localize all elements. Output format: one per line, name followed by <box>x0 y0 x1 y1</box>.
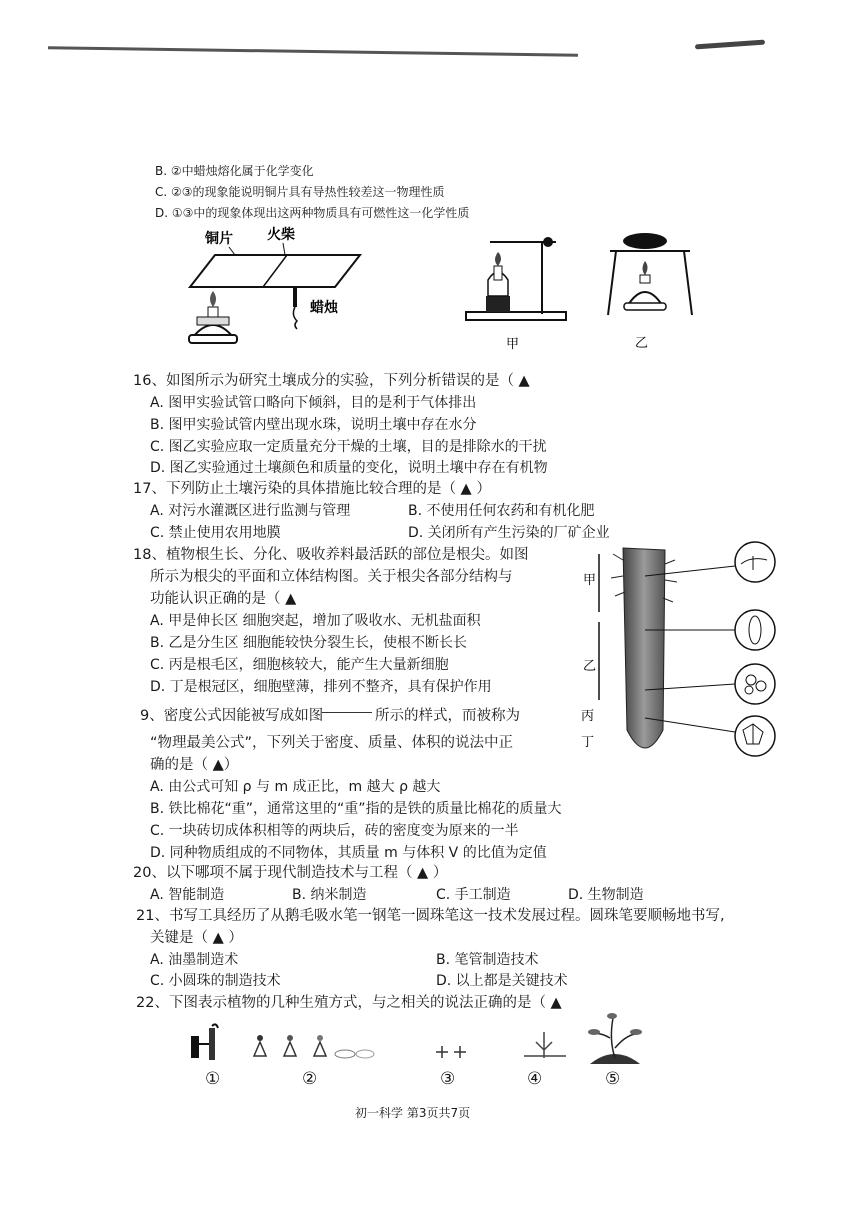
reproduction-label-3: ③ <box>440 1069 456 1089</box>
root-tip-figure <box>575 540 790 770</box>
q18-stem-line2: 所示为根尖的平面和立体结构图。关于根尖各部分结构与 <box>150 569 513 585</box>
reproduction-figure-3 <box>430 1040 470 1064</box>
q19-stem-line2: “物理最美公式”，下列关于密度、质量、体积的说法中正 <box>150 735 514 751</box>
q16-option-c: C. 图乙实验应取一定质量充分干燥的土壤，目的是排除水的干扰 <box>150 439 547 455</box>
fig16-label-jia: 甲 <box>506 337 520 352</box>
root-label-ding: 丁 <box>581 735 595 750</box>
q19-stem-line1a: 9、密度公式因能被写成如图 <box>140 708 324 724</box>
q18-option-d: D. 丁是根冠区，细胞壁薄，排列不整齐，具有保护作用 <box>150 679 492 695</box>
prev-option-c: C. ②③的现象能说明铜片具有导热性较差这一物理性质 <box>155 185 445 199</box>
q21-option-a: A. 油墨制造术 <box>150 952 239 968</box>
q18-option-b: B. 乙是分生区 细胞能较快分裂生长，使根不断长长 <box>150 635 467 651</box>
q20-option-a: A. 智能制造 <box>150 887 225 903</box>
root-label-bing: 丙 <box>581 709 595 724</box>
q21-stem-line2: 关键是（ ▲ ） <box>150 930 243 946</box>
q19-stem-line1b: 所示的样式，而被称为 <box>375 708 520 724</box>
q17-option-a: A. 对污水灌溉区进行监测与管理 <box>150 503 351 519</box>
reproduction-figure-4 <box>520 1028 570 1066</box>
prev-option-d: D. ①③中的现象体现出这两种物质具有可燃性这一化学性质 <box>155 206 470 220</box>
fig15-label-candle: 蜡烛 <box>310 300 338 316</box>
reproduction-figure-2 <box>250 1026 375 1066</box>
reproduction-label-5: ⑤ <box>605 1069 621 1089</box>
q22-stem: 22、下图表示植物的几种生殖方式，与之相关的说法正确的是（ ▲ <box>136 995 562 1011</box>
q17-option-b: B. 不使用任何农药和有机化肥 <box>408 503 595 519</box>
q17-option-d: D. 关闭所有产生污染的厂矿企业 <box>408 525 610 541</box>
q16-option-d: D. 图乙实验通过土壤颜色和质量的变化，说明土壤中存在有机物 <box>150 460 548 476</box>
reproduction-label-1: ① <box>205 1069 221 1089</box>
scan-edge-line-left <box>48 46 578 56</box>
q20-option-d: D. 生物制造 <box>568 887 644 903</box>
formula-figure-placeholder <box>322 712 372 714</box>
q19-option-c: C. 一块砖切成体积相等的两块后，砖的密度变为原来的一半 <box>150 823 519 839</box>
q21-option-b: B. 笔管制造技术 <box>436 952 539 968</box>
soil-burning-figure-yi <box>590 225 705 350</box>
q18-stem-line1: 18、植物根生长、分化、吸收养料最活跃的部位是根尖。如图 <box>133 547 529 563</box>
reproduction-label-2: ② <box>302 1069 318 1089</box>
q19-option-b: B. 铁比棉花“重”，通常这里的“重”指的是铁的质量比棉花的质量大 <box>150 801 562 817</box>
q20-option-c: C. 手工制造 <box>436 887 511 903</box>
q19-option-a: A. 由公式可知 ρ 与 m 成正比，m 越大 ρ 越大 <box>150 779 441 795</box>
q21-option-d: D. 以上都是关键技术 <box>436 973 568 989</box>
q16-stem: 16、如图所示为研究土壤成分的实验，下列分析错误的是（ ▲ <box>133 373 530 389</box>
q18-stem-line3: 功能认识正确的是（ ▲ <box>150 591 297 607</box>
q16-option-a: A. 图甲实验试管口略向下倾斜，目的是利于气体排出 <box>150 395 477 411</box>
scan-edge-line-right <box>695 40 765 50</box>
q20-stem: 20、以下哪项不属于现代制造技术与工程（ ▲ ） <box>133 865 448 881</box>
q21-stem-line1: 21、书写工具经历了从鹅毛吸水笔一钢笔一圆珠笔这一技术发展过程。圆珠笔要顺畅地书写, <box>136 908 725 924</box>
copper-plate-figure <box>175 225 375 350</box>
prev-option-b: B. ②中蜡烛熔化属于化学变化 <box>155 164 314 178</box>
q16-option-b: B. 图甲实验试管内壁出现水珠，说明土壤中存在水分 <box>150 417 477 433</box>
page-footer: 初一科学 第3页共7页 <box>355 1106 471 1120</box>
reproduction-figure-5 <box>580 1008 650 1072</box>
fig16-label-yi: 乙 <box>635 336 649 350</box>
fig15-label-copper: 铜片 <box>205 231 233 247</box>
q17-option-c: C. 禁止使用农用地膜 <box>150 525 281 541</box>
q17-stem: 17、下列防止土壤污染的具体措施比较合理的是（ ▲ ） <box>133 481 491 497</box>
q18-option-a: A. 甲是伸长区 细胞突起，增加了吸收水、无机盐面积 <box>150 613 481 629</box>
q19-option-d: D. 同种物质组成的不同物体，其质量 m 与体积 V 的比值为定值 <box>150 845 547 861</box>
fig15-label-match: 火柴 <box>267 227 295 243</box>
reproduction-figure-1 <box>185 1022 245 1072</box>
root-label-jia: 甲 <box>583 573 597 588</box>
q18-option-c: C. 丙是根毛区，细胞核较大，能产生大量新细胞 <box>150 657 449 673</box>
q21-option-c: C. 小圆珠的制造技术 <box>150 973 281 989</box>
reproduction-label-4: ④ <box>527 1069 543 1089</box>
root-label-yi: 乙 <box>583 659 597 674</box>
soil-heating-figure-jia <box>460 222 580 352</box>
q20-option-b: B. 纳米制造 <box>292 887 367 903</box>
q19-stem-line3: 确的是（ ▲） <box>150 757 239 773</box>
